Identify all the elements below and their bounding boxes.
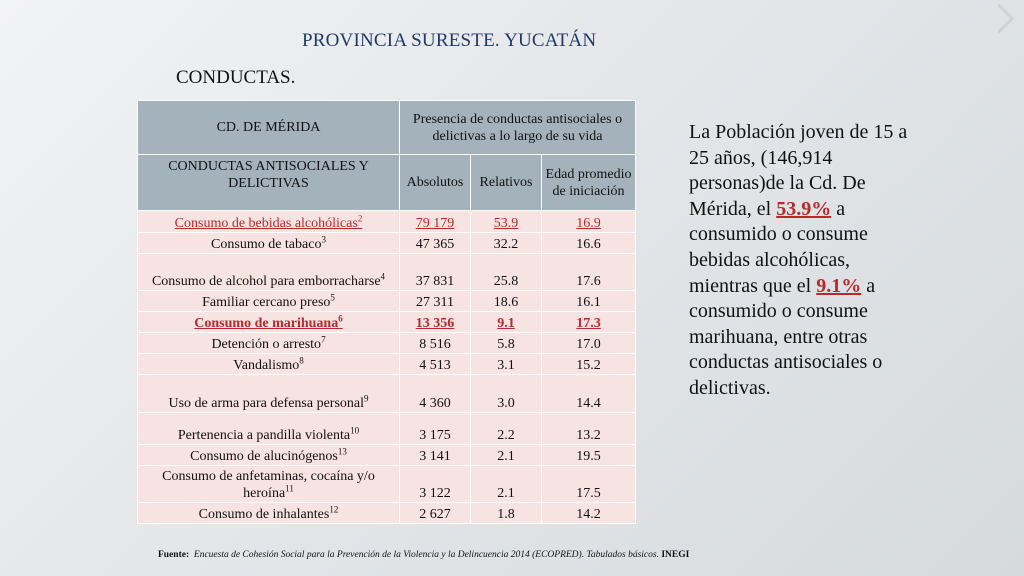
table-row: [138, 354, 636, 375]
row-rel: 25.8: [471, 254, 542, 291]
footnote-text: Encuesta de Cohesión Social para la Prevención de la Violencia y la Delincuencia 2014 (ECOPRED). Tabulados básicos.: [193, 550, 659, 560]
row-rel: 3.1: [471, 354, 542, 375]
conduct-header: CONDUCTAS ANTISOCIALES Y DELICTIVAS: [138, 155, 400, 211]
row-note: 9: [364, 393, 369, 404]
row-rel: 32.2: [471, 233, 542, 254]
row-edad: 17.3: [542, 312, 636, 333]
slide-subtitle: CONDUCTAS.: [176, 67, 296, 88]
table-row: [138, 312, 636, 333]
row-note: 13: [337, 446, 347, 457]
row-abs: 79 179: [400, 211, 471, 233]
summary-part-2: a consumido o consume bebidas alcohólicas, mientras que el: [689, 197, 868, 297]
footnote-label: Fuente:: [158, 550, 190, 560]
row-rel: 9.1: [471, 312, 542, 333]
row-rel: 18.6: [471, 291, 542, 312]
row-label: Consumo de tabaco: [211, 237, 322, 252]
row-note: 10: [350, 425, 360, 436]
row-label: Vandalismo: [233, 358, 300, 373]
row-abs: 4 513: [400, 354, 471, 375]
row-abs: 3 122: [400, 466, 471, 503]
row-abs: 3 175: [400, 413, 471, 445]
table-row: [138, 333, 636, 354]
footnote-org: INEGI: [661, 550, 690, 560]
row-label: Consumo de inhalantes: [198, 507, 330, 522]
conductas-table: [137, 100, 636, 524]
col-edad-header: Edad promedio de iniciación: [542, 155, 636, 211]
row-note: 5: [330, 292, 335, 303]
row-note: 7: [321, 334, 326, 345]
row-label: Consumo de marihuana: [194, 316, 339, 331]
row-abs: 4 360: [400, 375, 471, 413]
row-note: 8: [299, 355, 304, 366]
corner-chevron-icon: [985, 4, 1015, 34]
row-label: Pertenencia a pandilla violenta: [177, 428, 351, 443]
row-edad: 17.6: [542, 254, 636, 291]
table-row: [138, 254, 636, 291]
table-row: [138, 413, 636, 445]
row-label: Consumo de bebidas alcohólicas: [174, 216, 358, 231]
summary-highlight-alcohol: 53.9%: [776, 197, 832, 220]
row-note: 12: [329, 504, 339, 515]
table-row: [138, 211, 636, 233]
col-relativos-header: Relativos: [471, 155, 542, 211]
row-label: Consumo de anfetaminas, cocaína y/o heroína: [162, 469, 375, 501]
row-edad: 16.6: [542, 233, 636, 254]
row-rel: 2.2: [471, 413, 542, 445]
row-abs: 27 311: [400, 291, 471, 312]
row-edad: 13.2: [542, 413, 636, 445]
row-abs: 47 365: [400, 233, 471, 254]
row-rel: 53.9: [471, 211, 542, 233]
row-edad: 14.2: [542, 503, 636, 524]
row-abs: 2 627: [400, 503, 471, 524]
table-row: [138, 466, 636, 503]
table-header-row-1: [138, 101, 636, 155]
row-note: 2: [357, 213, 363, 224]
row-label: Uso de arma para defensa personal: [168, 396, 365, 411]
presence-header: Presencia de conductas antisociales o delictivas a lo largo de su vida: [400, 101, 636, 155]
summary-highlight-marihuana: 9.1%: [816, 274, 862, 297]
row-rel: 3.0: [471, 375, 542, 413]
row-label: Consumo de alucinógenos: [190, 449, 338, 464]
row-abs: 37 831: [400, 254, 471, 291]
side-summary: [689, 120, 921, 402]
row-label: Familiar cercano preso: [202, 295, 331, 310]
row-abs: 13 356: [400, 312, 471, 333]
table-row: [138, 503, 636, 524]
slide-title: PROVINCIA SURESTE. YUCATÁN: [302, 30, 597, 51]
row-abs: 8 516: [400, 333, 471, 354]
table-row: [138, 233, 636, 254]
summary-part-1: La Población joven de 15 a 25 años, (146,914 personas)de la Cd. De Mérida, el: [689, 121, 908, 220]
summary-part-3: a consumido o consume marihuana, entre otras conductas antisociales o delictivas.: [689, 274, 883, 399]
row-note: 3: [321, 234, 326, 245]
table-header-row-2: [138, 155, 636, 211]
table-row: [138, 291, 636, 312]
table-row: [138, 375, 636, 413]
row-rel: 2.1: [471, 445, 542, 466]
row-edad: 17.5: [542, 466, 636, 503]
row-rel: 1.8: [471, 503, 542, 524]
city-header: CD. DE MÉRIDA: [138, 101, 400, 155]
row-note: 11: [285, 483, 294, 494]
row-edad: 16.1: [542, 291, 636, 312]
row-rel: 5.8: [471, 333, 542, 354]
row-abs: 3 141: [400, 445, 471, 466]
row-edad: 15.2: [542, 354, 636, 375]
row-edad: 19.5: [542, 445, 636, 466]
row-note: 6: [338, 313, 343, 324]
row-label: Detención o arresto: [211, 337, 322, 352]
row-label: Consumo de alcohol para emborracharse: [151, 274, 381, 289]
source-footnote: [158, 550, 689, 560]
row-edad: 17.0: [542, 333, 636, 354]
table-row: [138, 445, 636, 466]
row-rel: 2.1: [471, 466, 542, 503]
row-edad: 16.9: [542, 211, 636, 233]
col-absolutos-header: Absolutos: [400, 155, 471, 211]
row-note: 4: [380, 271, 386, 282]
row-edad: 14.4: [542, 375, 636, 413]
